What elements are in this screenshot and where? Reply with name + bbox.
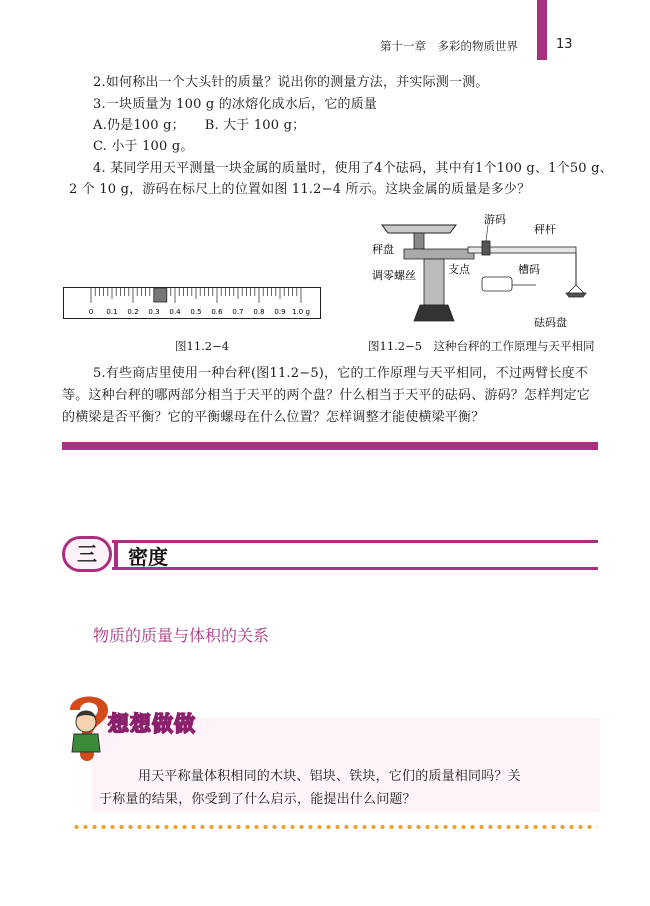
question-2: 2.如何称出一个大头针的质量？说出你的测量方法，并实际测一测。 — [93, 75, 489, 90]
question-5-cont-1: 等。这种台秤的哪两部分相当于天平的两个盘？什么相当于天平的砝码、游码？怎样判定它 — [62, 388, 591, 403]
ruler-tick-label: 0.9 — [274, 308, 286, 316]
question-3-option-c: C. 小于 100 g。 — [93, 139, 194, 154]
label-weight-pan: 砝码盘 — [534, 316, 567, 329]
weight-pan-shape — [566, 293, 586, 297]
question-5-cont-2: 的横梁是否平衡？它的平衡螺母在什么位置？怎样调整才能使横梁平衡？ — [62, 410, 485, 425]
hanger-wire-left — [568, 285, 576, 293]
scale-frame — [404, 249, 474, 259]
label-beam: 秤杆 — [534, 223, 556, 236]
ruler-tick-label: 0.1 — [106, 308, 118, 316]
section-number-badge: 三 — [62, 536, 112, 572]
question-5: 5.有些商店里使用一种台秤(图11.2−5)，它的工作原理与天平相同，不过两臂长度不 — [93, 366, 589, 381]
section-title: 密度 — [128, 545, 168, 569]
ruler-tick-label: 0.4 — [169, 308, 181, 316]
section-rule-top — [112, 540, 598, 543]
pan-post — [414, 233, 424, 249]
label-fulcrum: 支点 — [448, 263, 470, 276]
label-rider: 游码 — [484, 213, 506, 226]
question-3: 3.一块质量为 100 g 的冰熔化成水后，它的质量 — [93, 97, 378, 112]
ruler-tick-label: 0.2 — [127, 308, 139, 316]
ruler-rider — [154, 288, 167, 302]
question-4-cont: 2 个 10 g，游码在标尺上的位置如图 11.2−4 所示。这块金属的质量是多少？ — [69, 182, 531, 197]
section-bracket — [114, 542, 118, 568]
label-pan: 秤盘 — [372, 243, 394, 256]
subheading: 物质的质量与体积的关系 — [93, 626, 270, 645]
ruler-tick-label: 1.0 g — [292, 308, 310, 316]
scale-base — [414, 305, 454, 321]
ruler-tick-label: 0.5 — [190, 308, 202, 316]
question-3-option-ab: A.仍是100 g； B. 大于 100 g； — [93, 118, 306, 133]
rider-ruler-figure — [63, 287, 321, 319]
label-zero-screw: 调零螺丝 — [372, 269, 416, 282]
question-4: 4. 某同学用天平测量一块金属的质量时，使用了4个砝码，其中有1个100 g、1个50 g、 — [93, 161, 613, 176]
ruler-tick-label: 0.7 — [232, 308, 244, 316]
section-rule-bottom — [112, 567, 598, 570]
ruler-tick-label: 0 — [88, 308, 94, 316]
header-accent-bar — [537, 0, 547, 60]
ruler-tick-label: 0.3 — [148, 308, 160, 316]
activity-title: 想想做做 — [108, 712, 196, 736]
page-number: 13 — [556, 37, 573, 52]
scale-column — [424, 259, 444, 305]
scale-pan — [382, 225, 456, 233]
rider-leader — [486, 225, 488, 241]
boy-shirt — [72, 734, 100, 752]
hanger-wire-right — [576, 285, 584, 293]
groove-weights — [482, 277, 512, 291]
ruler-tick-label: 0.6 — [211, 308, 223, 316]
activity-text-1: 用天平称量体积相同的木块、铝块、铁块，它们的质量相同吗？关 — [138, 769, 521, 784]
figure-caption-11-2-4: 图11.2−4 — [175, 339, 230, 353]
activity-text-2: 于称量的结果，你受到了什么启示，能提出什么问题？ — [99, 792, 416, 807]
ruler-tick-label: 0.8 — [253, 308, 265, 316]
platform-scale-figure — [364, 213, 596, 331]
beam-rider — [482, 241, 490, 255]
section-divider — [62, 442, 598, 450]
chapter-title: 第十一章 多彩的物质世界 — [380, 39, 518, 53]
label-groove: 槽码 — [518, 263, 540, 276]
dotted-separator — [72, 824, 597, 830]
figure-caption-11-2-5: 图11.2−5 这种台秤的工作原理与天平相同 — [368, 339, 595, 353]
